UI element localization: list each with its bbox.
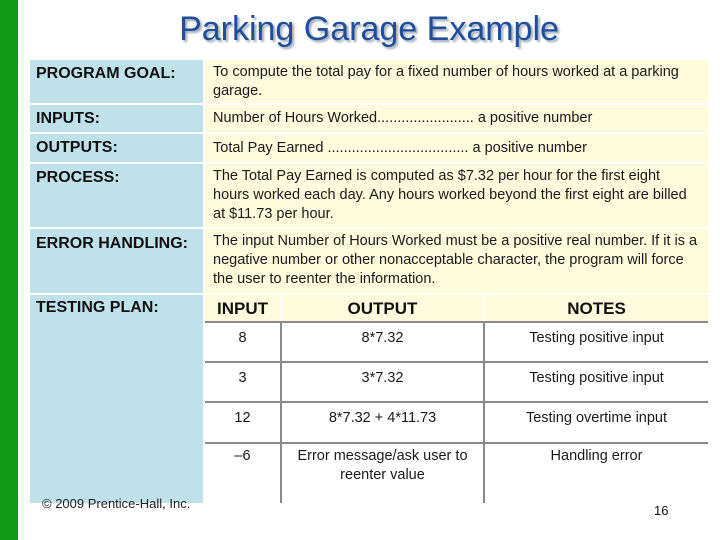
table-row-3-output: 8*7.32 + 4*11.73 [282, 403, 483, 442]
program-goal-text: To compute the total pay for a fixed number of hours worked at a parking garage. [205, 60, 708, 103]
testing-plan-label: TESTING PLAN: [30, 295, 203, 321]
header-notes: NOTES [485, 295, 708, 321]
process-label: PROCESS: [30, 164, 203, 227]
program-spec-table [30, 60, 708, 503]
table-row-4-output: Error message/ask user to reenter value [282, 444, 483, 503]
page-number: 16 [654, 503, 669, 518]
left-accent-bar [0, 0, 18, 540]
error-handling-text: The input Number of Hours Worked must be a positive real number. If it is a negative number or other nonacceptable character, the program will force the user to reenter the information. [205, 229, 708, 293]
slide-title: Parking Garage Example [179, 10, 559, 48]
inputs-text: Number of Hours Worked........................ a positive number [205, 105, 708, 132]
inputs-label: INPUTS: [30, 105, 203, 132]
error-handling-label: ERROR HANDLING: [30, 229, 203, 293]
table-row-1-notes: Testing positive input [485, 323, 708, 361]
table-row-4-input: –6 [205, 444, 280, 503]
table-row-1-input: 8 [205, 323, 280, 361]
table-row-4-notes: Handling error [485, 444, 708, 503]
table-row-2-notes: Testing positive input [485, 363, 708, 401]
copyright-notice: © 2009 Prentice-Hall, Inc. [42, 496, 191, 511]
table-row-2-input: 3 [205, 363, 280, 401]
outputs-text: Total Pay Earned ................................... a positive number [205, 134, 708, 162]
table-row-1-output: 8*7.32 [282, 323, 483, 361]
table-row-3-notes: Testing overtime input [485, 403, 708, 442]
process-text: The Total Pay Earned is computed as $7.32 per hour for the first eight hours worked each day. Any hours worked beyond the first eight are billed at $11.73 per hour. [205, 164, 708, 227]
table-row-3-input: 12 [205, 403, 280, 442]
outputs-label: OUTPUTS: [30, 134, 203, 162]
program-goal-label: PROGRAM GOAL: [30, 60, 203, 103]
header-output: OUTPUT [282, 295, 483, 321]
header-input: INPUT [205, 295, 280, 321]
testing-plan-label-column [30, 321, 203, 503]
table-row-2-output: 3*7.32 [282, 363, 483, 401]
